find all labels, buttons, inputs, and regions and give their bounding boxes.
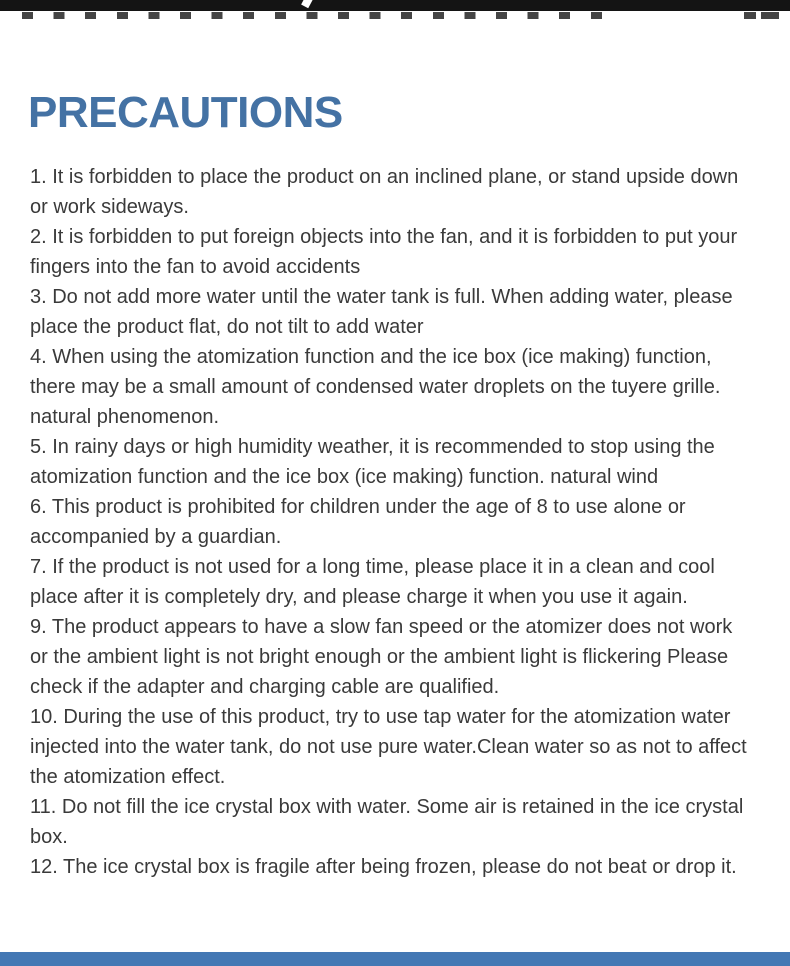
precaution-line: box.	[30, 826, 68, 848]
precaution-line: 9. The product appears to have a slow fan speed or the atomizer does not work	[30, 616, 733, 638]
precaution-item	[30, 162, 770, 222]
precaution-line: check if the adapter and charging cable are qualified.	[30, 676, 500, 698]
precaution-line: 5. In rainy days or high humidity weather, it is recommended to stop using the	[30, 436, 715, 458]
precaution-line: accompanied by a guardian.	[30, 526, 282, 548]
precaution-item	[30, 612, 770, 702]
precaution-line: natural phenomenon.	[30, 406, 220, 428]
precaution-line: or work sideways.	[30, 196, 189, 218]
precaution-line: 10. During the use of this product, try to use tap water for the atomization water	[30, 706, 731, 728]
precaution-line: fingers into the fan to avoid accidents	[30, 256, 361, 278]
bottom-edge-bar	[0, 952, 790, 966]
top-edge-bar	[0, 0, 790, 11]
precaution-line: the atomization effect.	[30, 766, 226, 788]
precaution-line: place after it is completely dry, and please charge it when you use it again.	[30, 586, 688, 608]
precaution-line: there may be a small amount of condensed water droplets on the tuyere grille.	[30, 376, 721, 398]
precautions-list	[30, 162, 770, 882]
precaution-line: atomization function and the ice box (ice making) function. natural wind	[30, 466, 659, 488]
precaution-line: or the ambient light is not bright enough or the ambient light is flickering Please	[30, 646, 729, 668]
precaution-line: 4. When using the atomization function and the ice box (ice making) function,	[30, 346, 712, 368]
tick-marks-row	[22, 12, 602, 19]
top-bar-notch	[301, 0, 313, 8]
precaution-item	[30, 222, 770, 282]
precaution-item	[30, 282, 770, 342]
precaution-item	[30, 702, 770, 792]
precaution-item	[30, 342, 770, 432]
precaution-item	[30, 792, 770, 852]
precaution-item	[30, 852, 770, 882]
precaution-line: 2. It is forbidden to put foreign objects into the fan, and it is forbidden to put your	[30, 226, 738, 248]
precaution-item	[30, 552, 770, 612]
precaution-item	[30, 432, 770, 492]
precaution-line: 11. Do not fill the ice crystal box with water. Some air is retained in the ice crystal	[30, 796, 744, 818]
precaution-line: 7. If the product is not used for a long time, please place it in a clean and cool	[30, 556, 715, 578]
tick-mark-right	[744, 12, 756, 19]
precaution-line: place the product flat, do not tilt to add water	[30, 316, 424, 338]
precaution-line: 1. It is forbidden to place the product on an inclined plane, or stand upside down	[30, 166, 739, 188]
precaution-line: 3. Do not add more water until the water tank is full. When adding water, please	[30, 286, 733, 308]
page-title: PRECAUTIONS	[28, 88, 343, 138]
precaution-item	[30, 492, 770, 552]
precaution-line: 6. This product is prohibited for children under the age of 8 to use alone or	[30, 496, 686, 518]
precaution-line: 12. The ice crystal box is fragile after being frozen, please do not beat or drop it.	[30, 856, 737, 878]
tick-mark-right	[761, 12, 779, 19]
precaution-line: injected into the water tank, do not use pure water.Clean water so as not to affect	[30, 736, 747, 758]
